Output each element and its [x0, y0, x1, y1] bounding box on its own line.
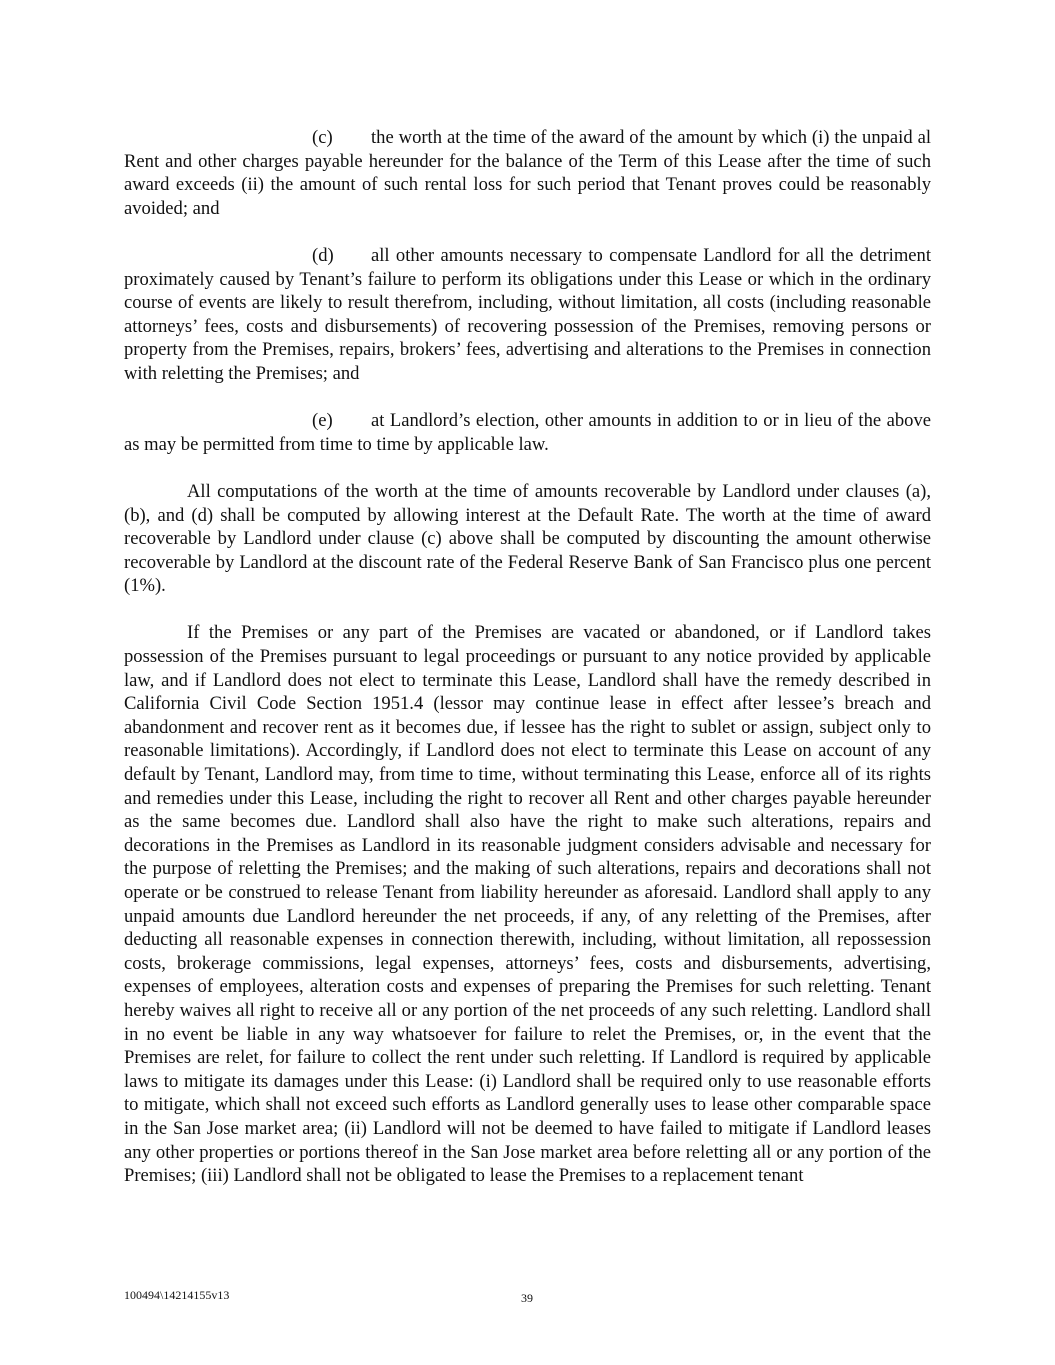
- page-number: 39: [521, 1291, 533, 1305]
- clause-label: (c): [312, 127, 333, 148]
- clause-label: (d): [312, 244, 334, 266]
- clause-text: the worth at the time of the award of the amount by which (i) the unpaid al Rent and other charges payable hereunder for the balance of the Term of this Lease after the time of such award exceeds (ii) the amount of such rental loss for such period that Tenant proves could be reasonably avoided; and: [124, 127, 931, 219]
- clause-d: [124, 244, 931, 386]
- clause-c: [124, 126, 931, 220]
- clause-text: all other amounts necessary to compensate Landlord for all the detriment proximately caused by Tenant’s failure to perform its obligations under this Lease or which in the ordinary course of events are likely to result therefrom, including, without limitation, all costs (including reasonable attorneys’ fees, costs and disbursements) of recovering possession of the Premises, removing persons or property from the Premises, repairs, brokers’ fees, advertising and alterations to the Premises in connection with reletting the Premises; and: [124, 244, 931, 384]
- abandonment-paragraph: If the Premises or any part of the Premises are vacated or abandoned, or if Landlord takes possession of the Premises pursuant to legal proceedings or pursuant to any notice provided by applicable law, and if Landlord does not elect to terminate this Lease, Landlord shall have the remedy described in California Civil Code Section 1951.4 (lessor may continue lease in effect after lessee’s breach and abandonment and recover rent as it becomes due, if lessee has the right to sublet or assign, subject only to reasonable limitations). Accordingly, if Landlord does not elect to terminate this Lease on account of any default by Tenant, Landlord may, from time to time, without terminating this Lease, enforce all of its rights and remedies under this Lease, including the right to recover all Rent and other charges payable hereunder as the same becomes due. Landlord shall also have the right to make such alterations, repairs and decorations in the Premises as Landlord in its reasonable judgment considers advisable and necessary for the purpose of reletting the Premises; and the making of such alterations, repairs and decorations shall not operate or be construed to release Tenant from liability hereunder as aforesaid. Landlord shall apply to any unpaid amounts due Landlord hereunder the net proceeds, if any, of any reletting of the Premises, after deducting all reasonable expenses in connection therewith, including, without limitation, all repossession costs, brokerage commissions, legal expenses, attorneys’ fees, costs and disbursements, advertising, expenses of employees, alteration costs and expenses of preparing the Premises for such reletting. Tenant hereby waives all right to receive all or any portion of the net proceeds of any such reletting. Landlord shall in no event be liable in any way whatsoever for failure to relet the Premises, or, in the event that the Premises are relet, for failure to collect the rent under such reletting. If Landlord is required by applicable laws to mitigate its damages under this Lease: (i) Landlord shall be required only to use reasonable efforts to mitigate, which shall not exceed such efforts as Landlord generally uses to lease other comparable space in the San Jose market area; (ii) Landlord will not be deemed to have failed to mitigate if Landlord leases any other properties or portions thereof in the San Jose market area before reletting all or any portion of the Premises; (iii) Landlord shall not be obligated to lease the Premises to a replacement tenant: [124, 622, 931, 1187]
- document-body: [124, 126, 931, 1211]
- computations-paragraph: All computations of the worth at the time of amounts recoverable by Landlord under clauses (a), (b), and (d) shall be computed by allowing interest at the Default Rate. The worth at the time of award recoverable by Landlord under clause (c) above shall be computed by discounting the amount otherwise recoverable by Landlord at the discount rate of the Federal Reserve Bank of San Francisco plus one percent (1%).: [124, 480, 931, 597]
- clause-e: [124, 409, 931, 456]
- document-id: 100494\14214155v13: [124, 1288, 230, 1302]
- clause-label: (e): [312, 410, 333, 432]
- clause-text: at Landlord’s election, other amounts in addition to or in lieu of the above as may be permitted from time to time by applicable law.: [124, 410, 931, 455]
